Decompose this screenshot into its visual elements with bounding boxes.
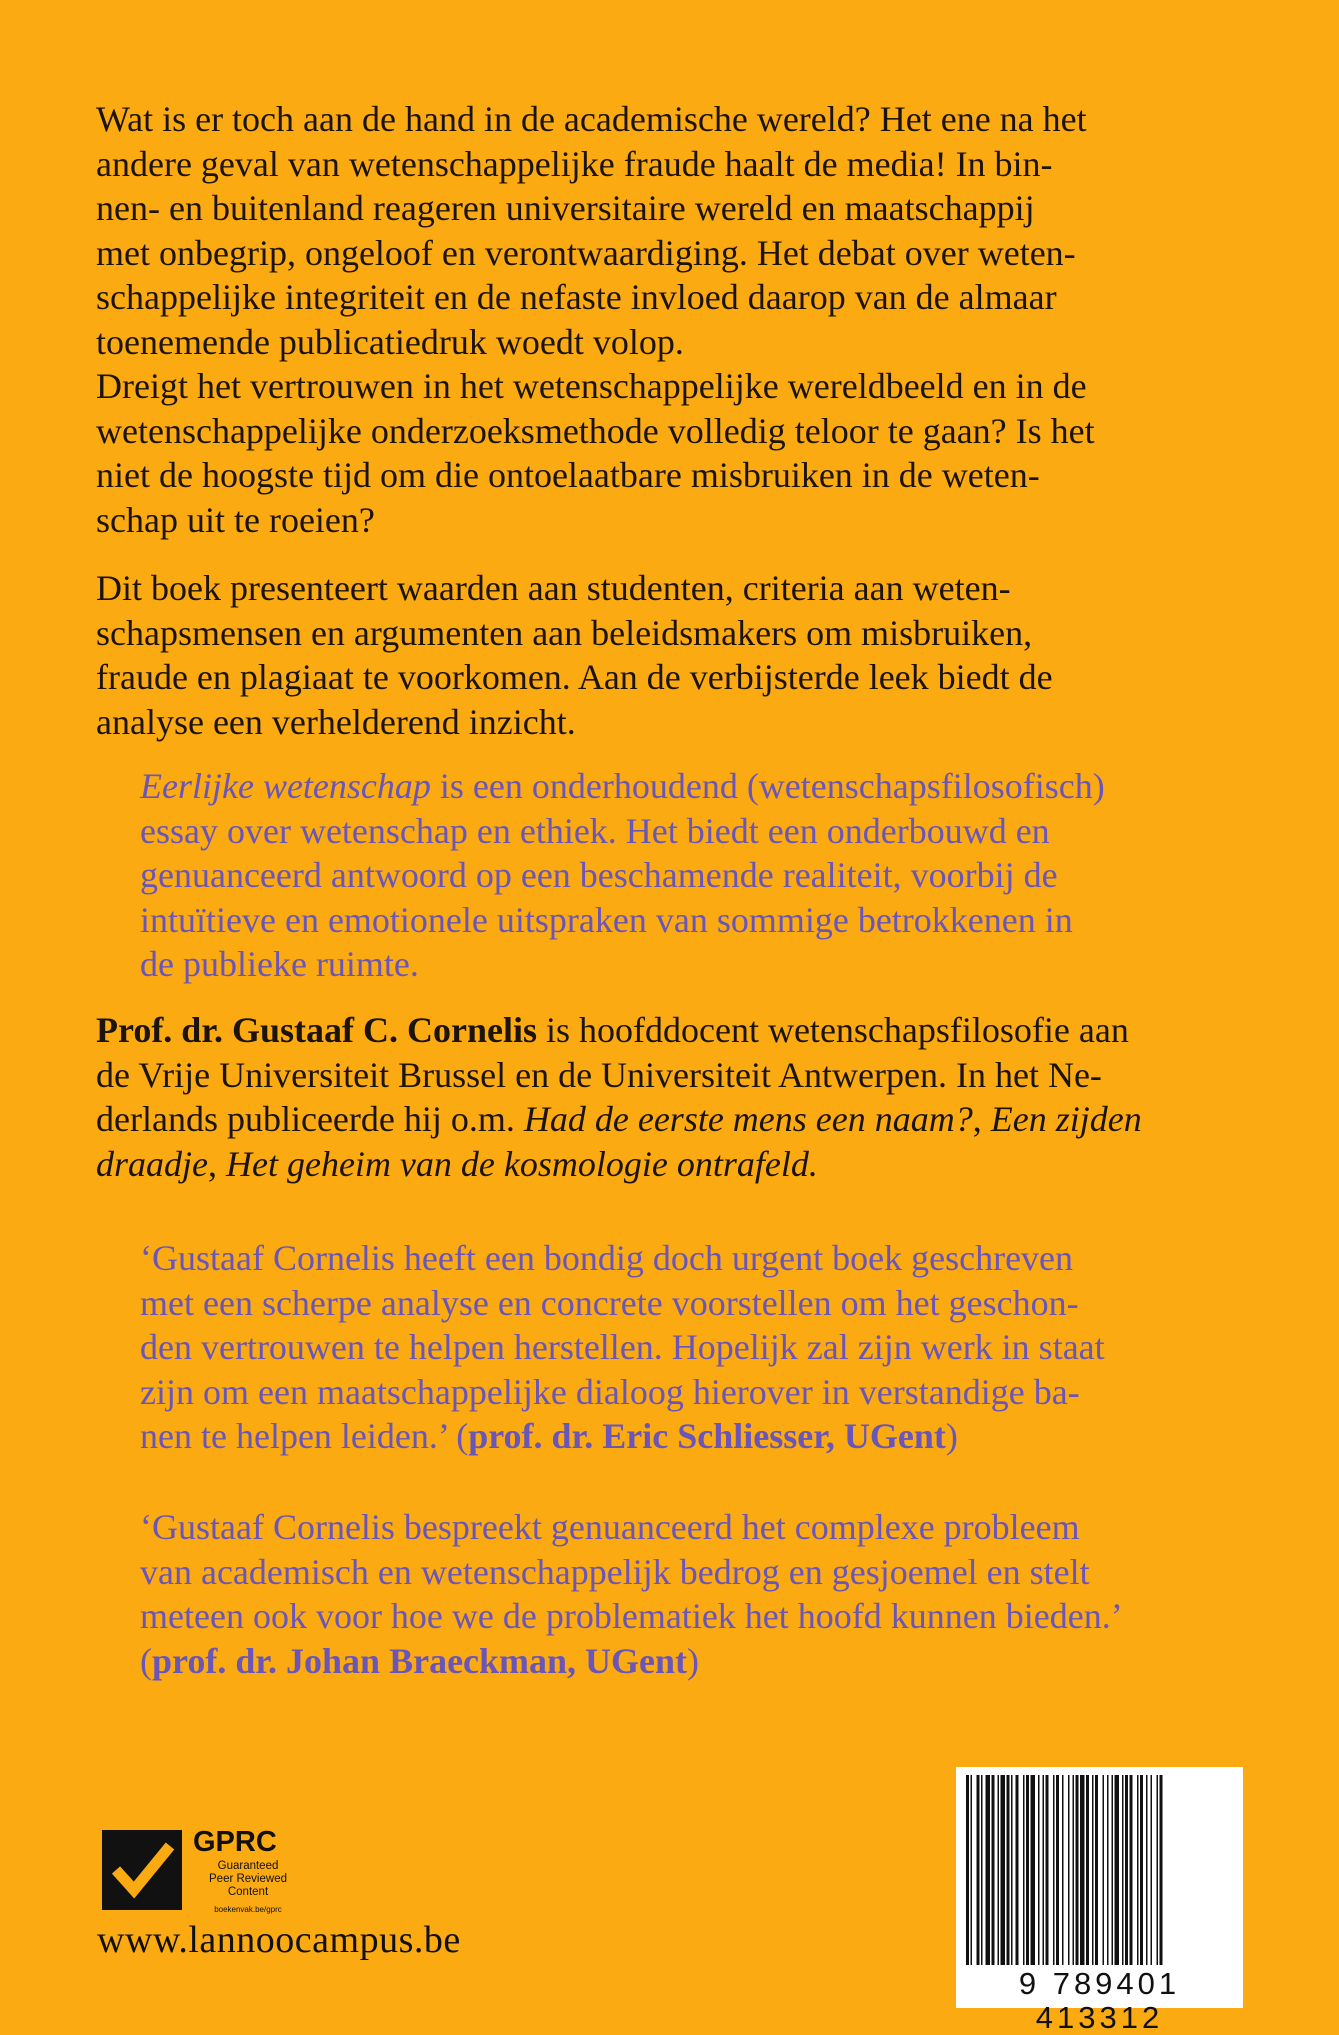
intro-line: schap uit te roeien? xyxy=(96,499,375,540)
review-quote-schliesser xyxy=(140,1236,1243,1459)
checkmark-icon xyxy=(102,1830,182,1910)
barcode-bar xyxy=(1001,1775,1006,1965)
barcode-bar xyxy=(1115,1775,1120,1965)
barcode-bars xyxy=(956,1767,1243,1972)
essay-line: essay over wetenschap en ethiek. Het biedt een onderbouwd en xyxy=(140,810,1050,851)
purpose-line: schapsmensen en argumenten aan beleidsmakers om misbruiken, xyxy=(96,612,1033,653)
separator: , xyxy=(208,1143,226,1184)
intro-line: Wat is er toch aan de hand in de academische wereld? Het ene na het xyxy=(96,99,1087,139)
quote-line-start: nen te helpen leiden.’ ( xyxy=(140,1416,469,1456)
publisher-website: www.lannoocampus.be xyxy=(97,1919,461,1961)
quote-line xyxy=(140,1414,1243,1459)
review-quote-braeckman xyxy=(140,1505,1243,1683)
barcode-bar xyxy=(1086,1775,1089,1965)
barcode-bar xyxy=(1046,1775,1049,1965)
bio-line xyxy=(96,1097,1243,1142)
isbn-barcode xyxy=(956,1767,1243,2035)
barcode-bar xyxy=(1103,1775,1105,1965)
barcode-bar xyxy=(1107,1775,1109,1965)
barcode-bar xyxy=(1146,1775,1148,1965)
barcode-bar xyxy=(1095,1775,1098,1965)
quote-line-start: ( xyxy=(140,1640,152,1681)
barcode-bar xyxy=(1130,1775,1133,1965)
barcode-bar xyxy=(992,1775,995,1965)
isbn-number: 9 789401 413312 xyxy=(1018,1966,1181,2035)
barcode-bar xyxy=(998,1775,1000,1965)
work-title: Een zijden xyxy=(990,1099,1142,1139)
purpose-line: fraude en plagiaat te voorkomen. Aan de verbijsterde leek biedt de xyxy=(96,657,1053,697)
quote-line-end: ) xyxy=(945,1416,958,1456)
work-title: Had de eerste mens een naam? xyxy=(523,1099,973,1139)
quote-line: zijn om een maatschappelijke dialoog hierover in verstandige ba- xyxy=(140,1371,1080,1412)
quote-attribution: prof. dr. Eric Schliesser, UGent xyxy=(468,1416,946,1456)
barcode-bar xyxy=(1026,1775,1029,1965)
barcode-bar xyxy=(1151,1775,1153,1965)
barcode-bar xyxy=(1076,1775,1079,1965)
barcode-bar xyxy=(966,1775,969,1965)
intro-line: nen- en buitenland reageren universitaire wereld en maatschappij xyxy=(96,188,1035,228)
barcode-bar xyxy=(1112,1775,1114,1965)
gprc-subtitle-line: Peer Reviewed xyxy=(209,1873,287,1885)
barcode-bar xyxy=(1053,1775,1055,1965)
separator: , xyxy=(972,1099,991,1139)
barcode-bar xyxy=(1122,1775,1124,1965)
intro-paragraph xyxy=(96,97,1243,542)
work-title: draadje xyxy=(96,1143,208,1184)
barcode-bar xyxy=(1023,1775,1025,1965)
gprc-subtitle-line: Content xyxy=(227,1886,269,1898)
barcode-bar xyxy=(1031,1775,1036,1965)
barcode-bar xyxy=(1092,1775,1094,1965)
intro-line: schappelijke integriteit en de nefaste invloed daarop van de almaar xyxy=(96,277,1057,317)
intro-line: met onbegrip, ongeloof en verontwaardiging. Het debat over weten- xyxy=(96,232,1076,273)
intro-line: wetenschappelijke onderzoeksmethode volledig teloor te gaan? Is het xyxy=(96,410,1095,451)
barcode-bar xyxy=(1062,1775,1064,1965)
quote-line: met een scherpe analyse en concrete voorstellen om het geschon- xyxy=(140,1282,1079,1323)
essay-line: genuanceerd antwoord op een beschamende realiteit, voorbij de xyxy=(140,855,1058,895)
intro-line: Dreigt het vertrouwen in het wetenschappelijke wereldbeeld en in de xyxy=(96,366,1087,406)
intro-line: toenemende publicatiedruk woedt volop. xyxy=(96,321,684,362)
essay-description-paragraph xyxy=(140,764,1243,987)
intro-line: niet de hoogste tijd om die ontoelaatbare misbruiken in de weten- xyxy=(96,455,1040,495)
gprc-subtitle xyxy=(193,1860,303,1899)
barcode-bar xyxy=(1080,1775,1085,1965)
quote-line xyxy=(140,1639,1243,1684)
quote-attribution: prof. dr. Johan Braeckman, UGent xyxy=(152,1640,688,1681)
book-title-italic: Eerlijke wetenschap xyxy=(140,766,431,806)
bio-line xyxy=(96,1008,1243,1053)
bio-line-start: derlands publiceerde hij o.m. xyxy=(96,1099,524,1139)
bio-line-rest: is hoofddocent wetenschapsfilosofie aan xyxy=(537,1010,1129,1050)
barcode-bar xyxy=(1043,1775,1045,1965)
essay-line: de publieke ruimte. xyxy=(140,944,419,984)
quote-line: den vertrouwen te helpen herstellen. Hopelijk zal zijn werk in staat xyxy=(140,1327,1105,1367)
author-bio-paragraph xyxy=(96,1008,1243,1186)
essay-line-rest: is een onderhoudend (wetenschapsfilosofisch) xyxy=(430,766,1105,806)
gprc-url: boekenvak.be/gprc xyxy=(214,1905,282,1914)
book-purpose-paragraph xyxy=(96,566,1243,744)
bio-line xyxy=(96,1142,1243,1187)
barcode-bar xyxy=(1073,1775,1075,1965)
barcode-bar xyxy=(971,1775,973,1965)
barcode-bar xyxy=(977,1775,980,1965)
barcode-bar xyxy=(1137,1775,1139,1965)
gprc-logo xyxy=(102,1826,302,1924)
barcode-bar xyxy=(1160,1775,1163,1965)
quote-line: ‘Gustaaf Cornelis bespreekt genuanceerd het complexe probleem xyxy=(140,1507,1080,1547)
gprc-title: GPRC xyxy=(193,1826,277,1858)
quote-line-end: ) xyxy=(687,1640,700,1681)
quote-line: ‘Gustaaf Cornelis heeft een bondig doch urgent boek geschreven xyxy=(140,1238,1074,1278)
bio-line: de Vrije Universiteit Brussel en de Universiteit Antwerpen. In het Ne- xyxy=(96,1054,1102,1095)
barcode-bar xyxy=(1068,1775,1070,1965)
barcode-bar xyxy=(1125,1775,1128,1965)
barcode-bar xyxy=(986,1775,991,1965)
barcode-bar xyxy=(1011,1775,1013,1965)
barcode-bar xyxy=(981,1775,983,1965)
work-title: Het geheim van de kosmologie ontrafeld. xyxy=(226,1143,818,1184)
essay-line xyxy=(140,764,1243,809)
barcode-bar xyxy=(1157,1775,1159,1965)
barcode-bar xyxy=(1016,1775,1019,1965)
barcode-bar xyxy=(1056,1775,1059,1965)
barcode-bar xyxy=(1007,1775,1010,1965)
author-name: Prof. dr. Gustaaf C. Cornelis xyxy=(96,1010,537,1050)
barcode-bar xyxy=(1140,1775,1143,1965)
essay-line: intuïtieve en emotionele uitspraken van sommige betrokkenen in xyxy=(140,899,1073,940)
barcode-bar xyxy=(1038,1775,1040,1965)
quote-line: van academisch en wetenschappelijk bedrog en gesjoemel en stelt xyxy=(140,1551,1090,1592)
purpose-line: Dit boek presenteert waarden aan studenten, criteria aan weten- xyxy=(96,568,1011,608)
gprc-subtitle-line: Guaranteed xyxy=(217,1860,279,1872)
intro-line: andere geval van wetenschappelijke fraude haalt de media! In bin- xyxy=(96,143,1053,184)
quote-line: meteen ook voor hoe we de problematiek het hoofd kunnen bieden.’ xyxy=(140,1596,1123,1636)
purpose-line: analyse een verhelderend inzicht. xyxy=(96,701,576,742)
